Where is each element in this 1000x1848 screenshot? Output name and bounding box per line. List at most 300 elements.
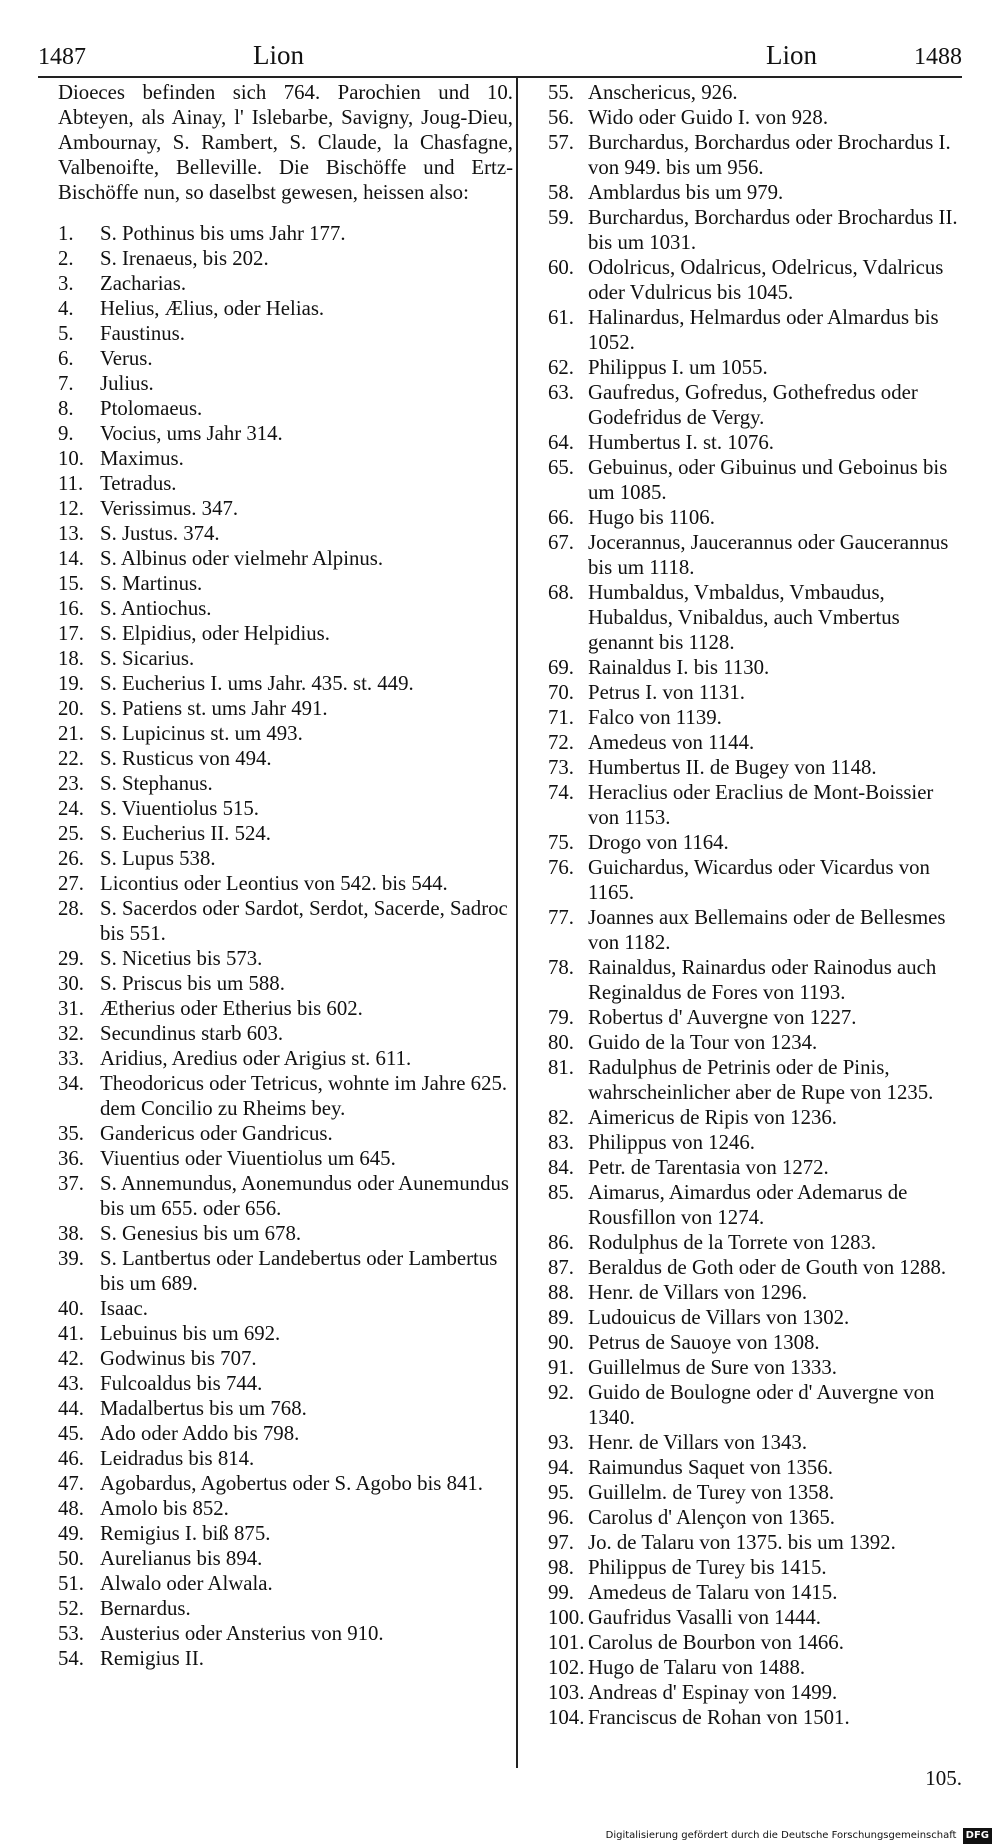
list-entry <box>548 1455 968 1480</box>
entry-number: 93. <box>548 1431 574 1454</box>
list-entry <box>58 646 513 671</box>
list-entry <box>548 180 968 205</box>
entry-text: Carolus de Bourbon von 1466. <box>588 1631 844 1654</box>
list-entry <box>58 796 513 821</box>
list-entry <box>548 1330 968 1355</box>
entry-text: Licontius oder Leontius von 542. bis 544. <box>100 872 448 895</box>
dfg-logo: DFG <box>963 1828 992 1844</box>
list-entry <box>58 1621 513 1646</box>
entry-number: 83. <box>548 1131 574 1154</box>
entry-text: S. Eucherius I. ums Jahr. 435. st. 449. <box>100 672 414 695</box>
list-entry <box>548 105 968 130</box>
entry-text: S. Lantbertus oder Landebertus oder Lambertus bis um 689. <box>100 1247 498 1295</box>
entry-text: Ptolomaeus. <box>100 397 203 420</box>
entry-text: Drogo von 1164. <box>588 831 729 854</box>
entry-text: S. Elpidius, oder Helpidius. <box>100 622 330 645</box>
list-entry <box>58 521 513 546</box>
entry-text: S. Irenaeus, bis 202. <box>100 247 269 270</box>
list-entry <box>548 1155 968 1180</box>
entry-number: 10. <box>58 447 84 470</box>
running-title-right: Lion <box>766 40 817 70</box>
entry-text: Austerius oder Ansterius von 910. <box>100 1622 384 1645</box>
list-entry <box>548 355 968 380</box>
entry-text: Philippus de Turey bis 1415. <box>588 1556 827 1579</box>
list-entry <box>58 1371 513 1396</box>
entry-number: 62. <box>548 356 574 379</box>
list-entry <box>548 655 968 680</box>
entry-number: 72. <box>548 731 574 754</box>
running-title-left: Lion <box>253 40 304 70</box>
entry-text: Madalbertus bis um 768. <box>100 1397 307 1420</box>
entry-number: 29. <box>58 947 84 970</box>
left-column <box>58 80 513 1671</box>
entry-number: 16. <box>58 597 84 620</box>
running-header <box>38 40 962 76</box>
list-entry <box>548 1655 968 1680</box>
list-entry <box>58 1446 513 1471</box>
entry-text: S. Sacerdos oder Sardot, Serdot, Sacerde, Sadroc bis 551. <box>100 897 508 945</box>
list-entry <box>58 1571 513 1596</box>
entry-number: 91. <box>548 1356 574 1379</box>
entry-text: Verus. <box>100 347 153 370</box>
entry-text: Falco von 1139. <box>588 706 722 729</box>
list-entry <box>58 1171 513 1221</box>
entry-number: 57. <box>548 131 574 154</box>
entry-number: 44. <box>58 1397 84 1420</box>
entry-text: Anschericus, 926. <box>588 81 738 104</box>
list-entry <box>548 730 968 755</box>
entry-number: 102. <box>548 1656 585 1679</box>
list-entry <box>58 396 513 421</box>
list-entry <box>548 1305 968 1330</box>
entry-number: 55. <box>548 81 574 104</box>
list-entry <box>58 296 513 321</box>
header-rule <box>38 76 962 78</box>
list-entry <box>548 255 968 305</box>
entry-number: 88. <box>548 1281 574 1304</box>
list-entry <box>58 996 513 1021</box>
list-entry <box>58 696 513 721</box>
entry-number: 96. <box>548 1506 574 1529</box>
list-entry <box>58 846 513 871</box>
bishop-list-right <box>548 80 968 1730</box>
entry-text: S. Sicarius. <box>100 647 195 670</box>
entry-text: Wido oder Guido I. von 928. <box>588 106 829 129</box>
entry-number: 71. <box>548 706 574 729</box>
entry-text: Guido de Boulogne oder d' Auvergne von 1340. <box>588 1381 935 1429</box>
entry-number: 47. <box>58 1472 84 1495</box>
list-entry <box>58 1246 513 1296</box>
entry-number: 46. <box>58 1447 84 1470</box>
entry-text: Beraldus de Goth oder de Gouth von 1288. <box>588 1256 947 1279</box>
entry-text: Amedeus de Talaru von 1415. <box>588 1581 838 1604</box>
list-entry <box>548 780 968 830</box>
entry-text: Henr. de Villars von 1296. <box>588 1281 808 1304</box>
list-entry <box>548 580 968 655</box>
list-entry <box>548 1055 968 1105</box>
entry-text: Gebuinus, oder Gibuinus und Geboinus bis um 1085. <box>588 456 948 504</box>
entry-number: 33. <box>58 1047 84 1070</box>
entry-number: 5. <box>58 322 74 345</box>
entry-number: 30. <box>58 972 84 995</box>
list-entry <box>548 1005 968 1030</box>
list-entry <box>548 505 968 530</box>
entry-text: Aurelianus bis 894. <box>100 1547 263 1570</box>
entry-number: 41. <box>58 1322 84 1345</box>
list-entry <box>58 596 513 621</box>
entry-number: 98. <box>548 1556 574 1579</box>
list-entry <box>548 1355 968 1380</box>
entry-text: Viuentius oder Viuentiolus um 645. <box>100 1147 396 1170</box>
entry-text: Hugo bis 1106. <box>588 506 715 529</box>
entry-text: Robertus d' Auvergne von 1227. <box>588 1006 857 1029</box>
list-entry <box>548 1180 968 1230</box>
entry-text: Helius, Ælius, oder Helias. <box>100 297 325 320</box>
entry-number: 49. <box>58 1522 84 1545</box>
list-entry <box>58 1496 513 1521</box>
list-entry <box>58 1321 513 1346</box>
entry-number: 80. <box>548 1031 574 1054</box>
bishop-list-left <box>58 221 513 1671</box>
page-number-left: 1487 <box>38 44 86 70</box>
entry-number: 74. <box>548 781 574 804</box>
entry-text: Ludouicus de Villars von 1302. <box>588 1306 850 1329</box>
entry-text: Vocius, ums Jahr 314. <box>100 422 283 445</box>
entry-text: Agobardus, Agobertus oder S. Agobo bis 841. <box>100 1472 483 1495</box>
entry-number: 22. <box>58 747 84 770</box>
list-entry <box>58 471 513 496</box>
entry-number: 97. <box>548 1531 574 1554</box>
entry-number: 64. <box>548 431 574 454</box>
column-divider <box>516 78 518 1768</box>
list-entry <box>548 1280 968 1305</box>
entry-number: 77. <box>548 906 574 929</box>
entry-number: 87. <box>548 1256 574 1279</box>
list-entry <box>58 1221 513 1246</box>
list-entry <box>548 380 968 430</box>
list-entry <box>58 1296 513 1321</box>
entry-number: 4. <box>58 297 74 320</box>
list-entry <box>548 1530 968 1555</box>
entry-text: Julius. <box>100 372 154 395</box>
entry-number: 38. <box>58 1222 84 1245</box>
entry-text: Alwalo oder Alwala. <box>100 1572 273 1595</box>
list-entry <box>548 755 968 780</box>
list-entry <box>548 1230 968 1255</box>
entry-number: 28. <box>58 897 84 920</box>
entry-text: Amedeus von 1144. <box>588 731 755 754</box>
list-entry <box>58 496 513 521</box>
entry-number: 89. <box>548 1306 574 1329</box>
entry-text: S. Genesius bis um 678. <box>100 1222 302 1245</box>
entry-number: 51. <box>58 1572 84 1595</box>
entry-text: Guillelm. de Turey von 1358. <box>588 1481 835 1504</box>
entry-text: Leidradus bis 814. <box>100 1447 255 1470</box>
entry-number: 18. <box>58 647 84 670</box>
entry-number: 58. <box>548 181 574 204</box>
entry-number: 25. <box>58 822 84 845</box>
list-entry <box>548 1130 968 1155</box>
page-number-right: 1488 <box>914 44 962 70</box>
list-entry <box>548 1605 968 1630</box>
entry-number: 63. <box>548 381 574 404</box>
entry-text: Humbertus I. st. 1076. <box>588 431 775 454</box>
entry-number: 90. <box>548 1331 574 1354</box>
entry-text: Heraclius oder Eraclius de Mont-Boissier von 1153. <box>588 781 934 829</box>
entry-number: 3. <box>58 272 74 295</box>
entry-number: 39. <box>58 1247 84 1270</box>
list-entry <box>58 371 513 396</box>
entry-text: Zacharias. <box>100 272 187 295</box>
entry-number: 37. <box>58 1172 84 1195</box>
list-entry <box>548 705 968 730</box>
entry-text: Remigius I. biß 875. <box>100 1522 271 1545</box>
entry-text: Aimarus, Aimardus oder Ademarus de Rousfillon von 1274. <box>588 1181 908 1229</box>
entry-text: Remigius II. <box>100 1647 204 1670</box>
list-entry <box>548 530 968 580</box>
list-entry <box>548 1705 968 1730</box>
entry-number: 2. <box>58 247 74 270</box>
entry-text: Isaac. <box>100 1297 148 1320</box>
entry-text: Franciscus de Rohan von 1501. <box>588 1706 850 1729</box>
list-entry <box>548 905 968 955</box>
list-entry <box>58 971 513 996</box>
entry-number: 99. <box>548 1581 574 1604</box>
entry-text: Fulcoaldus bis 744. <box>100 1372 263 1395</box>
list-entry <box>58 871 513 896</box>
entry-number: 95. <box>548 1481 574 1504</box>
list-entry <box>58 1346 513 1371</box>
entry-number: 73. <box>548 756 574 779</box>
entry-number: 36. <box>58 1147 84 1170</box>
entry-number: 45. <box>58 1422 84 1445</box>
entry-text: Amblardus bis um 979. <box>588 181 784 204</box>
entry-number: 50. <box>58 1547 84 1570</box>
entry-number: 1. <box>58 222 74 245</box>
entry-number: 103. <box>548 1681 585 1704</box>
entry-number: 9. <box>58 422 74 445</box>
entry-text: S. Rusticus von 494. <box>100 747 272 770</box>
list-entry <box>548 80 968 105</box>
entry-text: S. Stephanus. <box>100 772 213 795</box>
entry-text: Humbertus II. de Bugey von 1148. <box>588 756 877 779</box>
entry-number: 60. <box>548 256 574 279</box>
entry-number: 85. <box>548 1181 574 1204</box>
entry-text: Philippus I. um 1055. <box>588 356 768 379</box>
list-entry <box>548 1480 968 1505</box>
digitization-footer <box>606 1828 992 1844</box>
entry-text: Rainaldus, Rainardus oder Rainodus auch Reginaldus de Fores von 1193. <box>588 956 937 1004</box>
entry-number: 94. <box>548 1456 574 1479</box>
entry-text: S. Eucherius II. 524. <box>100 822 271 845</box>
entry-text: S. Viuentiolus 515. <box>100 797 259 820</box>
list-entry <box>548 1105 968 1130</box>
entry-text: Theodoricus oder Tetricus, wohnte im Jahre 625. dem Concilio zu Rheims bey. <box>100 1072 508 1120</box>
entry-number: 8. <box>58 397 74 420</box>
entry-text: Guichardus, Wicardus oder Vicardus von 1165. <box>588 856 930 904</box>
entry-number: 100. <box>548 1606 585 1629</box>
entry-text: S. Nicetius bis 573. <box>100 947 263 970</box>
entry-number: 53. <box>58 1622 84 1645</box>
entry-number: 23. <box>58 772 84 795</box>
list-entry <box>58 1421 513 1446</box>
entry-number: 68. <box>548 581 574 604</box>
list-entry <box>58 1521 513 1546</box>
entry-number: 82. <box>548 1106 574 1129</box>
list-entry <box>58 1046 513 1071</box>
entry-text: Petrus I. von 1131. <box>588 681 745 704</box>
entry-number: 6. <box>58 347 74 370</box>
entry-number: 75. <box>548 831 574 854</box>
list-entry <box>58 746 513 771</box>
entry-number: 84. <box>548 1156 574 1179</box>
list-entry <box>548 455 968 505</box>
list-entry <box>548 1255 968 1280</box>
entry-number: 13. <box>58 522 84 545</box>
list-entry <box>58 221 513 246</box>
entry-text: Ætherius oder Etherius bis 602. <box>100 997 363 1020</box>
list-entry <box>58 271 513 296</box>
entry-text: Philippus von 1246. <box>588 1131 755 1154</box>
entry-number: 15. <box>58 572 84 595</box>
entry-text: Andreas d' Espinay von 1499. <box>588 1681 838 1704</box>
list-entry <box>58 321 513 346</box>
entry-number: 19. <box>58 672 84 695</box>
entry-number: 14. <box>58 547 84 570</box>
list-entry <box>548 830 968 855</box>
entry-number: 70. <box>548 681 574 704</box>
list-entry <box>548 1630 968 1655</box>
entry-text: Bernardus. <box>100 1597 191 1620</box>
entry-text: S. Lupus 538. <box>100 847 216 870</box>
list-entry <box>58 1021 513 1046</box>
entry-number: 31. <box>58 997 84 1020</box>
entry-text: Amolo bis 852. <box>100 1497 229 1520</box>
entry-text: Humbaldus, Vmbaldus, Vmbaudus, Hubaldus, Vnibaldus, auch Vmbertus genannt bis 1128. <box>588 581 900 654</box>
list-entry <box>58 771 513 796</box>
entry-text: Petr. de Tarentasia von 1272. <box>588 1156 829 1179</box>
list-entry <box>548 130 968 180</box>
list-entry <box>58 546 513 571</box>
entry-number: 66. <box>548 506 574 529</box>
entry-text: S. Lupicinus st. um 493. <box>100 722 303 745</box>
list-entry <box>58 1071 513 1121</box>
entry-number: 27. <box>58 872 84 895</box>
list-entry <box>548 955 968 1005</box>
list-entry <box>548 1505 968 1530</box>
entry-number: 26. <box>58 847 84 870</box>
list-entry <box>58 246 513 271</box>
entry-text: Radulphus de Petrinis oder de Pinis, wahrscheinlicher aber de Rupe von 1235. <box>588 1056 934 1104</box>
list-entry <box>548 1430 968 1455</box>
list-entry <box>58 821 513 846</box>
entry-text: Gaufridus Vasalli von 1444. <box>588 1606 821 1629</box>
entry-text: Burchardus, Borchardus oder Brochardus II. bis um 1031. <box>588 206 958 254</box>
entry-text: Carolus d' Alençon von 1365. <box>588 1506 835 1529</box>
list-entry <box>548 1680 968 1705</box>
list-entry <box>58 1146 513 1171</box>
entry-text: Ado oder Addo bis 798. <box>100 1422 300 1445</box>
list-entry <box>548 305 968 355</box>
entry-number: 43. <box>58 1372 84 1395</box>
entry-number: 17. <box>58 622 84 645</box>
entry-number: 92. <box>548 1381 574 1404</box>
entry-text: Maximus. <box>100 447 184 470</box>
entry-text: Guido de la Tour von 1234. <box>588 1031 818 1054</box>
entry-text: S. Patiens st. ums Jahr 491. <box>100 697 328 720</box>
entry-number: 21. <box>58 722 84 745</box>
entry-number: 104. <box>548 1706 585 1729</box>
entry-text: Gaufredus, Gofredus, Gothefredus oder Godefridus de Vergy. <box>588 381 918 429</box>
entry-number: 59. <box>548 206 574 229</box>
list-entry <box>58 446 513 471</box>
footer-text: Digitalisierung gefördert durch die Deutsche Forschungsgemeinschaft <box>605 1830 957 1841</box>
entry-number: 81. <box>548 1056 574 1079</box>
entry-text: Godwinus bis 707. <box>100 1347 257 1370</box>
list-entry <box>548 1030 968 1055</box>
entry-text: Halinardus, Helmardus oder Almardus bis 1052. <box>588 306 939 354</box>
entry-number: 61. <box>548 306 574 329</box>
entry-text: Guillelmus de Sure von 1333. <box>588 1356 837 1379</box>
entry-number: 35. <box>58 1122 84 1145</box>
entry-number: 79. <box>548 1006 574 1029</box>
entry-text: Verissimus. 347. <box>100 497 239 520</box>
entry-number: 11. <box>58 472 84 495</box>
list-entry <box>548 430 968 455</box>
entry-text: Jocerannus, Jaucerannus oder Gaucerannus bis um 1118. <box>588 531 949 579</box>
entry-number: 65. <box>548 456 574 479</box>
list-entry <box>58 946 513 971</box>
entry-number: 67. <box>548 531 574 554</box>
entry-text: Henr. de Villars von 1343. <box>588 1431 808 1454</box>
entry-number: 56. <box>548 106 574 129</box>
entry-text: Raimundus Saquet von 1356. <box>588 1456 833 1479</box>
list-entry <box>58 1471 513 1496</box>
entry-number: 69. <box>548 656 574 679</box>
list-entry <box>58 346 513 371</box>
entry-text: Gandericus oder Gandricus. <box>100 1122 333 1145</box>
list-entry <box>548 205 968 255</box>
right-column <box>548 80 968 1730</box>
list-entry <box>58 896 513 946</box>
list-entry <box>58 1121 513 1146</box>
entry-text: S. Martinus. <box>100 572 203 595</box>
entry-text: Rainaldus I. bis 1130. <box>588 656 770 679</box>
entry-text: Joannes aux Bellemains oder de Bellesmes von 1182. <box>588 906 946 954</box>
entry-text: Aridius, Aredius oder Arigius st. 611. <box>100 1047 412 1070</box>
entry-number: 86. <box>548 1231 574 1254</box>
entry-text: Faustinus. <box>100 322 185 345</box>
entry-number: 7. <box>58 372 74 395</box>
list-entry <box>58 721 513 746</box>
entry-number: 12. <box>58 497 84 520</box>
entry-number: 42. <box>58 1347 84 1370</box>
entry-text: S. Antiochus. <box>100 597 212 620</box>
list-entry <box>58 1546 513 1571</box>
entry-text: Odolricus, Odalricus, Odelricus, Vdalricus oder Vdulricus bis 1045. <box>588 256 944 304</box>
entry-text: Petrus de Sauoye von 1308. <box>588 1331 820 1354</box>
list-entry <box>548 680 968 705</box>
entry-number: 54. <box>58 1647 84 1670</box>
list-entry <box>58 621 513 646</box>
entry-text: S. Annemundus, Aonemundus oder Aunemundus bis um 655. oder 656. <box>100 1172 510 1220</box>
entry-text: Aimericus de Ripis von 1236. <box>588 1106 837 1129</box>
list-entry <box>58 1596 513 1621</box>
entry-number: 101. <box>548 1631 585 1654</box>
entry-number: 20. <box>58 697 84 720</box>
catchword: 105. <box>925 1766 962 1790</box>
entry-text: S. Albinus oder vielmehr Alpinus. <box>100 547 384 570</box>
